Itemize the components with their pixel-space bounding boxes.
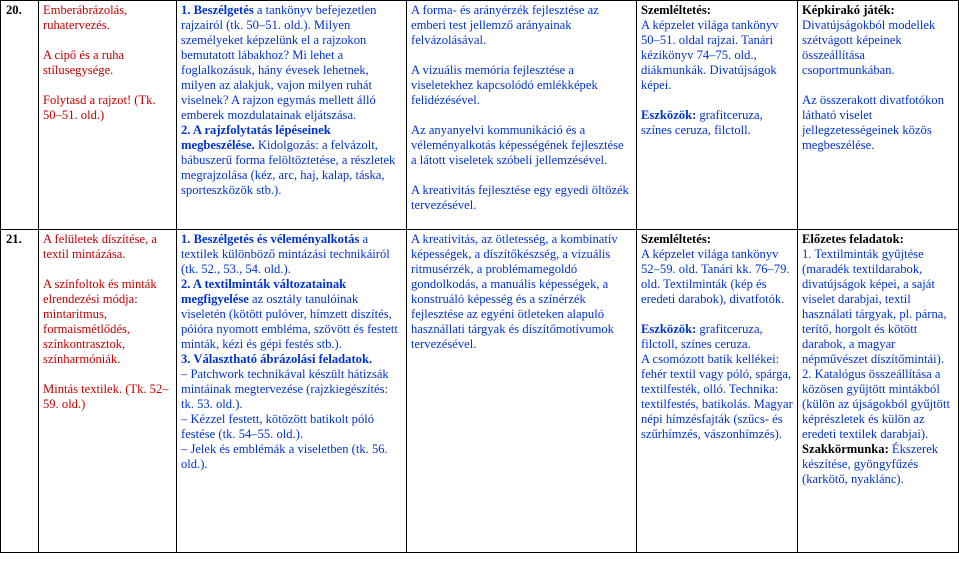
notes-cell	[798, 230, 959, 553]
activity-option: – Jelek és emblémák a viseletben (tk. 56. old.).	[181, 442, 388, 471]
activities-cell	[177, 230, 407, 553]
tools-text: A képzelet világa tankönyv 50–51. oldal rajzai. Tanári kézikönyv 74–75. old., diákmunkák. Divatújságok képei.	[641, 18, 779, 92]
notes-text: Divatújságokból modellek szétvágott képeinek összeállítása csoportmunkában.	[802, 18, 936, 77]
goal-text: Az anyanyelvi kommunikáció és a véleményalkotás képességének fejlesztése a látott viseletek szóbeli jellemzésével.	[411, 123, 624, 167]
lesson-number: 20.	[1, 1, 39, 230]
goal-text: A kreativitás fejlesztése egy egyedi öltözék tervezésével.	[411, 183, 629, 212]
activity-paragraph: 2. A rajzfolytatás lépéseinek megbeszélése. Kidolgozás: a felvázolt, bábuszerű forma felöltöztetése, a részletek megrajzolása (kéz, arc, haj, kalap, táska, sporteszközök stb.).	[181, 123, 396, 197]
tools-batik: A csomózott batik kellékei: fehér textil vagy póló, spárga, textilfesték, olló. Technika: textilfestés, batikolás. Magyar népi hímzésfajták (szűcs- és szűrhímzés, vászonhímzés).	[641, 352, 793, 441]
activity-paragraph: 1. Beszélgetés a tankönyv befejezetlen rajzairól (tk. 50–51. old.). Milyen személyeket képzelünk el a rajzokon bemutatott lábakhoz? Mi lehet a foglalkozásuk, hány évesek lehetnek, milyen az alakjuk, vajon milyen ruhát viselnek? A rajzon egymás mellett álló emberek mozdulatainak eljátszása.	[181, 3, 377, 122]
tools-label: Szemléltetés:	[641, 3, 711, 17]
tools-equipment: Eszközök: grafitceruza, színes ceruza, filctoll.	[641, 108, 763, 137]
goal-text: A forma- és arányérzék fejlesztése az emberi test jellemző arányainak felvázolásával.	[411, 3, 599, 47]
topic-content: Folytasd a rajzot! (Tk. 50–51. old.)	[43, 93, 156, 122]
activities-cell	[177, 1, 407, 230]
tools-cell	[637, 230, 798, 553]
topic-title: Emberábrázolás, ruhatervezés.	[43, 3, 128, 32]
topic-title: A felületek díszítése, a textil mintázása.	[43, 232, 158, 261]
topic-subtitle: A cipő és a ruha stílusegysége.	[43, 48, 125, 77]
topic-content: Mintás textilek. (Tk. 52–59. old.)	[43, 382, 169, 411]
activity-heading: 3. Választható ábrázolási feladatok.	[181, 352, 373, 366]
goals-cell	[407, 1, 637, 230]
tools-cell	[637, 1, 798, 230]
goal-text: A kreativitás, az ötletesség, a kombinatív képességek, a díszítőkészség, a vizuális ritmusérzék, a problémamegoldó gondolkodás, a manuális képességek, a konstruáló képesség és a színérzék fejlesztése az egyéni ötleteken alapuló használlati tárgyak és díszítőmotívumok tervezésével.	[411, 232, 618, 351]
topic-cell	[39, 230, 177, 553]
lesson-number: 21.	[1, 230, 39, 553]
activity-paragraph: 2. A textilminták változatainak megfigyelése az osztály tanulóinak viseletén (kötött pulóver, hímzett díszítés, póióra nyomott embléma, szövött és festett minták, kézi és gépi festés stb.).	[181, 277, 398, 351]
notes-text: 2. Katalógus összeállítása a közösen gyűjtött mintákból (külön az újságokból gyűjtött képrészletek és külön az eredeti textilek darabjai).	[802, 367, 950, 441]
goals-cell	[407, 230, 637, 553]
notes-text: Az összerakott divatfotókon látható viselet jellegzetességeinek közös megbeszélése.	[802, 93, 944, 152]
activity-option: – Kézzel festett, kötözött batikolt póló festése (tk. 54–55. old.).	[181, 412, 375, 441]
notes-cell	[798, 1, 959, 230]
notes-label: Előzetes feladatok:	[802, 232, 904, 246]
table-row	[1, 230, 959, 553]
tools-equipment: Eszközök: grafitceruza, filctoll, színes ceruza.	[641, 322, 763, 351]
tools-text: A képzelet világa tankönyv 52–59. old. Tanári kk. 76–79. old. Textilminták (kép és eredeti darabok), divatfotók.	[641, 247, 790, 306]
activity-option: – Patchwork technikával készült hátizsák mintáinak megtervezése (rajzkiegészítés: tk. 53. old.).	[181, 367, 389, 411]
notes-label: Képkirakó játék:	[802, 3, 895, 17]
topic-cell	[39, 1, 177, 230]
notes-text: 1. Textilminták gyűjtése (maradék textildarabok, divatújságok képei, a saját viselet darabjai, textil használati tárgyak, pl. párna, terítő, horgolt és kötött darabok, a magyar népművészet díszítőmintái).	[802, 247, 947, 366]
tools-label: Szemléltetés:	[641, 232, 711, 246]
notes-club: Szakkörmunka: Ékszerek készítése, gyöngyfűzés (karkötő, nyaklánc).	[802, 442, 939, 486]
activity-paragraph: 1. Beszélgetés és véleményalkotás a textilek különböző mintázási technikáiról (tk. 52., 53., 54. old.).	[181, 232, 390, 276]
topic-subtitle: A színfoltok és minták elrendezési módja: mintaritmus, formaismétlődés, színkontrasztok, színharmóniák.	[43, 277, 157, 366]
goal-text: A vizuális memória fejlesztése a viseletekhez kapcsolódó emlékképek felidézésével.	[411, 63, 598, 107]
table-row	[1, 1, 959, 230]
